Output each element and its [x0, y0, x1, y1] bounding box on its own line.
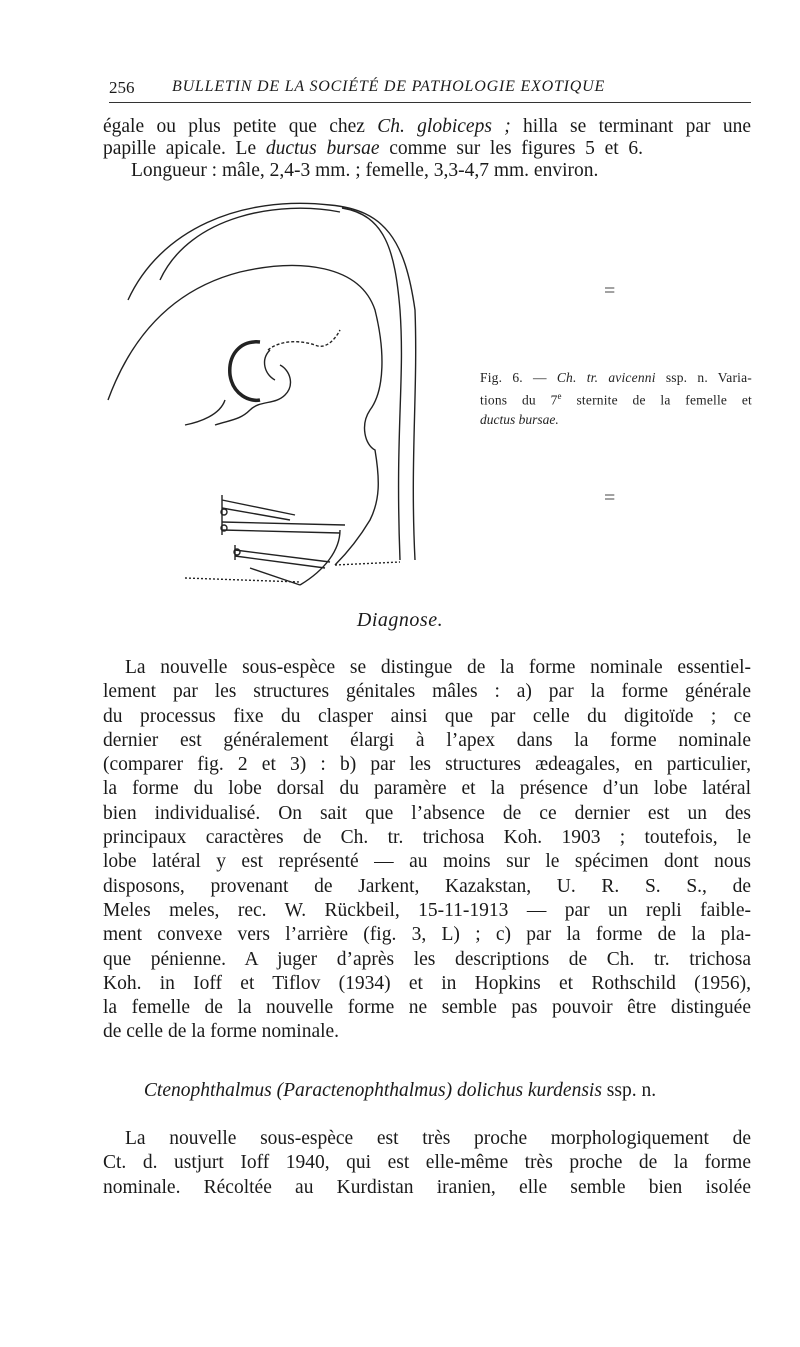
text-line: nominale. Récoltée au Kurdistan iranien, elle semble bien isolée	[103, 1176, 751, 1198]
species-name: Ctenophthalmus (Paractenophthalmus) dolichus kurdensis	[143, 1080, 602, 1101]
text-line: dernier est généralement élargi à l’apex dans la forme nominale	[103, 729, 751, 751]
final-paragraph	[103, 1127, 751, 1200]
text-line: la femelle de la nouvelle forme ne semble pas pouvoir être distinguée	[103, 997, 751, 1019]
text-line: Meles meles, rec. W. Rückbeil, 15-11-1913 — par un repli faible-	[103, 899, 751, 921]
figure-6-drawing	[100, 190, 460, 600]
text-line: papille apicale. Le ductus bursae comme sur les figures 5 et 6.	[103, 138, 643, 159]
figure-caption	[480, 368, 752, 429]
text-line: lobe latéral y est représenté — au moins sur le spécimen dont nous	[103, 851, 751, 873]
text-line: la forme du lobe dorsal du paramère et la présence d’un lobe latéral	[103, 778, 751, 800]
text-line: Ct. d. ustjurt Ioff 1940, qui est elle-même très proche de la forme	[103, 1152, 751, 1174]
page-number: 256	[109, 78, 135, 97]
text-line: principaux caractères de Ch. tr. trichosa Koh. 1903 ; toutefois, le	[103, 827, 751, 849]
diagnose-heading: Diagnose.	[356, 609, 444, 631]
journal-title: BULLETIN DE LA SOCIÉTÉ DE PATHOLOGIE EXOTIQUE	[172, 78, 606, 95]
text-line: ment convexe vers l’arrière (fig. 3, L) ; c) par la forme de la pla-	[103, 924, 751, 946]
figure-6-svg	[100, 190, 460, 600]
caption-line: Fig. 6. — Ch. tr. avicenni ssp. n. Varia-	[480, 370, 752, 385]
text-line: La nouvelle sous-espèce se distingue de la forme nominale essentiel-	[125, 657, 751, 678]
figure-mark: =	[604, 487, 616, 509]
figure-mark: =	[604, 280, 616, 302]
text-line: disposons, provenant de Jarkent, Kazakstan, U. R. S. S., de	[103, 875, 751, 897]
text-line: La nouvelle sous-espèce est très proche morphologiquement de	[125, 1128, 751, 1149]
text-line: que pénienne. A juger d’après les descriptions de Ch. tr. trichosa	[103, 948, 751, 970]
text-line: égale ou plus petite que chez Ch. globiceps ; hilla se terminant par une	[103, 116, 752, 137]
header-rule	[109, 102, 751, 103]
text-line: bien individualisé. On sait que l’absence de ce dernier est un des	[103, 802, 751, 824]
species-heading	[0, 1080, 800, 1102]
diagnose-paragraph	[103, 656, 751, 1045]
text-line: Longueur : mâle, 2,4-3 mm. ; femelle, 3,3-4,7 mm. environ.	[131, 160, 599, 181]
text-line: du processus fixe du clasper ainsi que par celle du digitoïde ; ce	[103, 705, 751, 727]
species-suffix: ssp. n.	[601, 1080, 657, 1101]
running-header	[109, 74, 751, 104]
caption-line: tions du 7e sternite de la femelle et	[480, 391, 752, 408]
text-line: Koh. in Ioff et Tiflov (1934) et in Hopkins et Rothschild (1956),	[103, 972, 751, 994]
intro-paragraph	[103, 116, 751, 182]
text-line: lement par les structures génitales mâles : a) par la forme générale	[103, 681, 751, 703]
caption-line: ductus bursae.	[480, 411, 559, 427]
text-line: de celle de la forme nominale.	[103, 1021, 340, 1043]
text-line: (comparer fig. 2 et 3) : b) par les structures ædeagales, en particulier,	[103, 754, 751, 776]
